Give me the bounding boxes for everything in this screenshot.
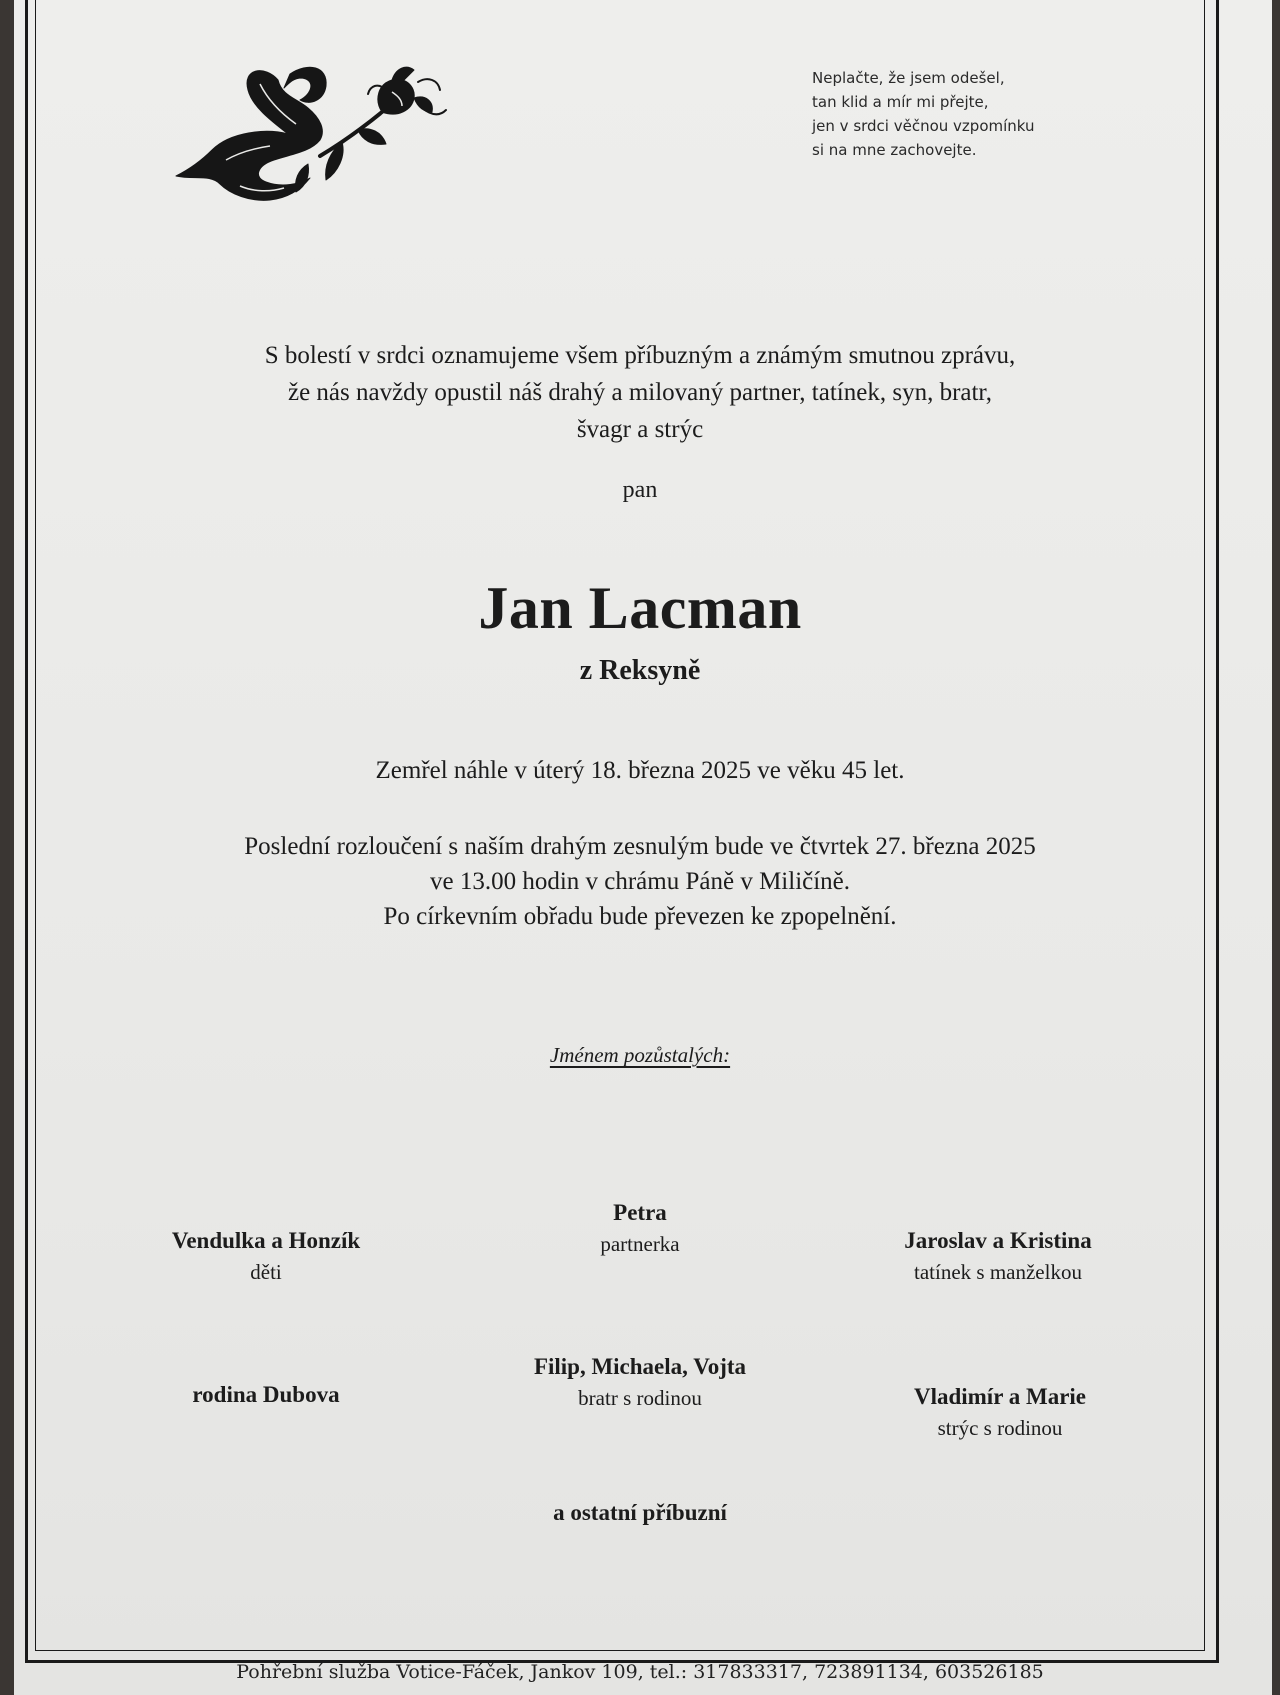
mourner-name: Vendulka a Honzík xyxy=(171,1228,361,1253)
deceased-name: Jan Lacman xyxy=(478,575,802,641)
mourner-relation: partnerka xyxy=(600,1232,680,1256)
intro-line: švagr a strýc xyxy=(576,416,704,443)
mourner-name: Vladimír a Marie xyxy=(913,1384,1087,1409)
mourners-heading-text: Jménem pozůstalých: xyxy=(549,1043,731,1067)
honorific: pan xyxy=(622,477,658,503)
farewell-line: Poslední rozloučení s naším drahým zesnulým bude ve čtvrtek 27. března 2025 xyxy=(244,833,1036,860)
mourner-name: Petra xyxy=(613,1200,667,1225)
mourner-group xyxy=(460,1200,820,1257)
death-notice: Zemřel náhle v úterý 18. března 2025 ve věku 45 let. xyxy=(375,757,905,784)
farewell-info xyxy=(100,829,1180,934)
mourner-relation: děti xyxy=(250,1260,282,1284)
farewell-line: Po církevním obřadu bude převezen ke zpopelnění. xyxy=(383,903,897,930)
mourner-group xyxy=(818,1228,1178,1285)
mourner-relation: tatínek s manželkou xyxy=(914,1260,1082,1284)
other-relatives: a ostatní příbuzní xyxy=(553,1500,727,1525)
mourners-heading xyxy=(490,1043,790,1068)
mourner-group xyxy=(460,1354,820,1411)
mourner-name: Jaroslav a Kristina xyxy=(904,1228,1092,1253)
mourner-name: Filip, Michaela, Vojta xyxy=(533,1354,747,1379)
farewell-line: ve 13.00 hodin v chrámu Páně v Miličíně. xyxy=(429,868,851,895)
mourner-group xyxy=(820,1384,1180,1441)
poem-line: jen v srdci věčnou vzpomínku xyxy=(812,117,1035,135)
poem xyxy=(812,66,1112,162)
deceased-origin: z Reksyně xyxy=(579,655,701,686)
intro-text xyxy=(140,337,1140,448)
mourner-relation: bratr s rodinou xyxy=(578,1386,702,1410)
mourner-name: rodina Dubova xyxy=(192,1382,340,1407)
poem-line: si na mne zachovejte. xyxy=(812,141,977,159)
poem-line: tan klid a mír mi přejte, xyxy=(812,93,989,111)
mourner-group xyxy=(86,1228,446,1285)
funeral-service-footer: Pohřební služba Votice-Fáček, Jankov 109, tel.: 317833317, 723891134, 603526185 xyxy=(236,1661,1044,1683)
mourner-group xyxy=(86,1382,446,1414)
poem-line: Neplačte, že jsem odešel, xyxy=(812,69,1005,87)
rose-icon xyxy=(170,60,470,220)
intro-line: S bolestí v srdci oznamujeme všem příbuzným a známým smutnou zprávu, xyxy=(264,342,1016,369)
intro-line: že nás navždy opustil náš drahý a milovaný partner, tatínek, syn, bratr, xyxy=(287,379,993,406)
mourner-relation: strýc s rodinou xyxy=(937,1416,1063,1440)
